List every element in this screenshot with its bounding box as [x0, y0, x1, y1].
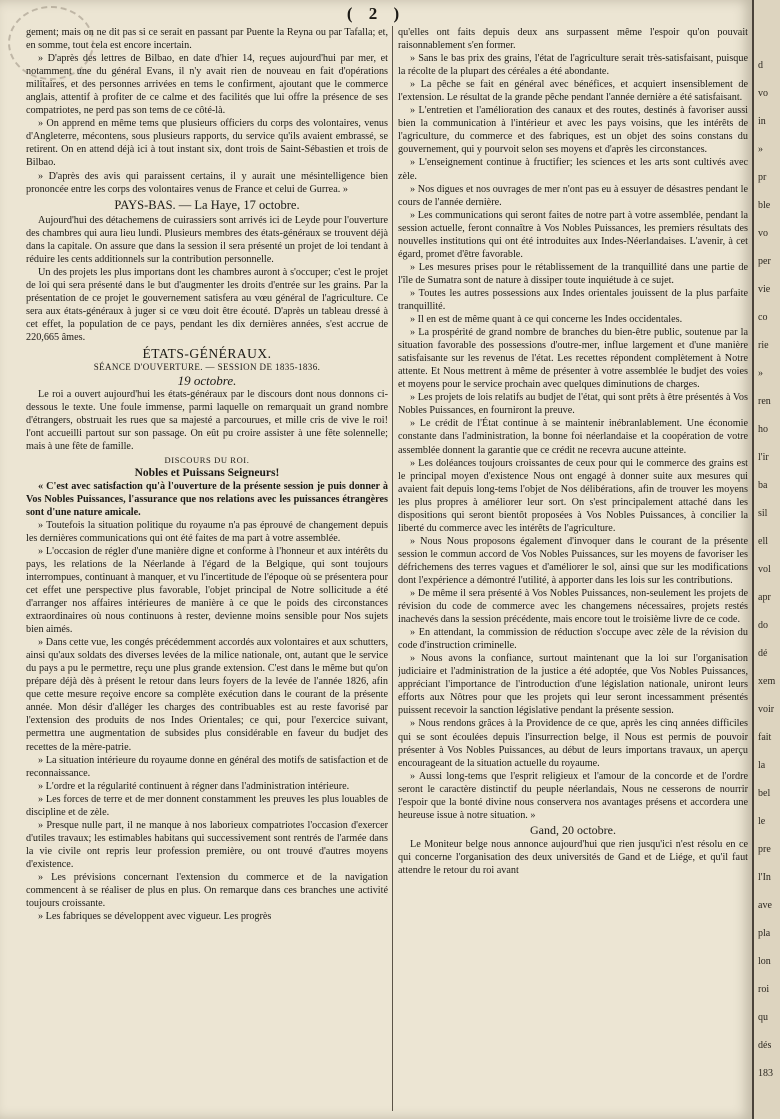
adjacent-page-fragment: apr: [758, 592, 771, 603]
page-number: ( 2 ): [346, 4, 406, 23]
adjacent-page-fragment: rie: [758, 340, 769, 351]
adjacent-page-fragment: per: [758, 256, 771, 267]
paragraph: Un des projets les plus importans dont les chambres auront à s'occuper; c'est le projet de loi qui sera présenté dans le but d'augmenter les droits d'entrée sur les grains. Par la présentation de ce projet le gouvernement satisfera au vœu général de l'agriculture. Ce sera aux états-généraux à juger si ce vœu doit être écouté. D'après un tableau dressé à cet effet, la population de ce pays, pendant les dix dernières années, s'est accrue de 220,665 âmes.: [26, 266, 388, 344]
adjacent-page-edge: [752, 0, 780, 1119]
paragraph: » La pêche se fait en général avec bénéfices, et acquiert insensiblement de l'extension. Le résultat de la grande pêche pendant l'année dernière a été satisfaisant.: [398, 79, 748, 104]
adjacent-page-fragment: co: [758, 312, 768, 323]
adjacent-page-fragment: »: [758, 144, 763, 155]
paragraph: » L'ordre et la régularité continuent à régner dans l'administration intérieure.: [38, 780, 350, 792]
paragraph: Le Moniteur belge nous annonce aujourd'hui que rien jusqu'ici n'est résolu en ce qui concerne l'organisation des deux universités de Gand et de Liége, et qu'il faut attendre le retour du roi avant: [398, 838, 748, 876]
adjacent-page-fragment: l'In: [758, 872, 771, 883]
paragraph: Aujourd'hui des détachemens de cuirassiers sont arrivés ici de Leyde pour l'ouverture des chambres qui aura lieu lundi. Plusieurs membres des états-généraux se trouvent déjà dans la capitale. On assure que dans la session il sera présenté un projet de loi tendant à réduire les cents additionnels sur la contribution personnelle.: [26, 214, 388, 265]
paragraph: » Nous avons la confiance, surtout maintenant que la loi sur l'organisation judiciaire et l'administration de la justice a été adoptée, que Vos Nobles Puissances, appréciant l'importance de l'introduction d'une législation nationale, uniront leurs efforts aux Nôtres pour que les projets qui leur seront incessamment présentés puissent recevoir la sanction législative pendant la présente session.: [398, 653, 748, 717]
paragraph: » En attendant, la commission de réduction s'occupe avec zèle de la révision du code d'instruction criminelle.: [398, 627, 748, 652]
paragraph: » On apprend en même tems que plusieurs officiers du corps des volontaires, venus d'Angleterre, mécontens, sous plusieurs rapports, du service qu'ils avaient embrassé, se retirent. On en attend déjà ici à tout instant six, dont trois de Saint-Sébastien et trois de Bilbao.: [26, 118, 388, 169]
adjacent-page-fragment: »: [758, 368, 763, 379]
paragraph: » D'après des lettres de Bilbao, en date d'hier 14, reçues aujourd'hui par mer, et notamment une du général Evans, il n'y avait rien de nouveau en fait d'opérations militaires, et des personnes arrivées en tems le confirment, ajoutant que le commerce anglais, attentif à profiter de ce calme et des facilités que lui offre la présence de ses compatriotes, ne perd pas son tems de ce côté-là.: [26, 53, 388, 117]
paragraph: » Il en est de même quant à ce qui concerne les Indes occidentales.: [410, 314, 683, 326]
adjacent-page-fragment: vo: [758, 228, 768, 239]
paragraph: » De même il sera présenté à Vos Nobles Puissances, non-seulement les projets de révision du code de commerce avec les changemens nécessaires, projets restés inachevés dans la session précédente, mais encore tout le troisième livre de ce code.: [398, 588, 748, 626]
paragraph: » Sans le bas prix des grains, l'état de l'agriculture serait très-satisfaisant, puisque la récolte de la plupart des céréales a été abondante.: [398, 53, 748, 78]
paragraph: » Les fabriques se développent avec vigueur. Les progrès: [38, 911, 272, 923]
paragraph: » Les prévisions concernant l'extension du commerce et de la navigation commencent à se réaliser de plus en plus. On remarque dans ces branches une activité toujours croissante.: [26, 872, 388, 910]
paragraph: » L'entretien et l'amélioration des canaux et des routes, destinés à favoriser aussi bien la communication à l'intérieur et avec les pays voisins, que les intérêts de l'agriculture, du commerce et des fabriques, est un objet des soins constans du gouvernement, qui y pourvoit selon ses moyens et d'après les circonstances.: [398, 105, 748, 156]
paragraph: Le roi a ouvert aujourd'hui les états-généraux par le discours dont nous donnons ci-dessous le texte. Une foule immense, parmi laquelle on remarquait un grand nombre d'étrangers, obstruait les rues que sa majesté a parcourues, et mille cris de vive le roi! l'ont accueilli partout sur son passage. On eût pu croire assister à une fête solennelle; mais à une fête de famille.: [26, 389, 388, 453]
adjacent-page-fragment: la: [758, 760, 766, 771]
adjacent-page-fragment: ho: [758, 424, 768, 435]
adjacent-page-fragment: l'ir: [758, 452, 769, 463]
paragraph: » D'après des avis qui paraissent certains, il y aurait une mésintelligence bien prononcée entre les corps des volontaires venus de France et celui de Gurrea. »: [26, 170, 388, 195]
adjacent-page-fragment: bel: [758, 788, 771, 799]
adjacent-page-fragment: dé: [758, 648, 768, 659]
paragraph: » La situation intérieure du royaume donne en général des motifs de satisfaction et de reconnaissance.: [26, 754, 388, 779]
adjacent-page-fragment: d: [758, 60, 763, 71]
adjacent-page-fragment: pre: [758, 844, 771, 855]
adjacent-page-fragment: ba: [758, 480, 768, 491]
adjacent-page-fragment: vie: [758, 284, 771, 295]
paragraph: » L'enseignement continue à fructifier; les sciences et les arts sont cultivés avec zèle.: [398, 157, 748, 182]
adjacent-page-fragment: ble: [758, 200, 771, 211]
paragraph: » Toutes les autres possessions aux Indes orientales jouissent de la plus parfaite tranquillité.: [398, 287, 748, 312]
paragraph: » Les forces de terre et de mer donnent constamment les preuves les plus louables de discipline et de zèle.: [26, 793, 388, 818]
paragraph: » Nous rendons grâces à la Providence de ce que, après les cinq années difficiles qui se sont écoulées depuis l'insurrection belge, il Nous est permis de pouvoir présenter à Vos Nobles Puissances, au début de leurs importans travaux, un aperçu encourageant de la situation actuelle du royaume.: [398, 718, 748, 769]
adjacent-page-fragment: roi: [758, 984, 770, 995]
left-column: [26, 26, 388, 1116]
paragraph: gement; mais on ne dit pas si ce serait en passant par Puente la Reyna ou par Tafalla; et, en somme, tout cela est encore incertain.: [26, 27, 388, 52]
adjacent-page-fragment: sil: [758, 508, 768, 519]
adjacent-page-fragment: le: [758, 816, 766, 827]
adjacent-page-fragment: ell: [758, 536, 768, 547]
adjacent-page-fragment: vol: [758, 564, 771, 575]
paragraph: » Les doléances toujours croissantes de ceux pour qui le commerce des grains est le principal moyen d'existence Nous ont engagé à donner suite aux mesures qui avaient fait depuis long-tems l'objet de Nos délibérations, afin de trouver les moyens les plus propres à améliorer leur sort. On s'est principalement attaché dans les dispositions qui seront bientôt proposées à Vos Nobles Puissances, à concilier la liberté du commerce avec les intérêts de l'agriculture.: [398, 457, 748, 534]
paragraph: » Les mesures prises pour le rétablissement de la tranquillité dans une partie de l'île de Sumatra sont de nature à dissiper toute inquiétude à ce sujet.: [398, 261, 748, 286]
paragraph: » Toutefois la situation politique du royaume n'a pas éprouvé de changement depuis les dernières communications qui ont été faites de ma part à votre assemblée.: [26, 519, 388, 544]
adjacent-page-fragment: qu: [758, 1012, 768, 1023]
session-subheading: SÉANCE D'OUVERTURE. — SESSION DE 1835-1836.: [93, 362, 321, 373]
speech-heading: DISCOURS DU ROI.: [164, 454, 250, 465]
session-date: 19 octobre.: [177, 373, 237, 389]
column-divider: [392, 26, 393, 1111]
adjacent-page-fragment: fait: [758, 732, 772, 743]
adjacent-page-fragment: pla: [758, 928, 771, 939]
paragraph: » Dans cette vue, les congés précédemment accordés aux volontaires et aux schutters, ainsi qu'aux soldats des diverses levées de la milice nationale, ont, autant que le service du pays a pu le permettre, reçu une plus grande extension. C'est dans le même but qu'on prépare déjà dès à présent le retour dans leurs foyers de la levée de l'année 1826, afin que cette mesure reçoive encore sa complète exécution dans le courant de la présente année. Mon désir d'alléger les charges des contribuables est au reste favorisé par l'extension des produits de nos Indes Orientales; ce qui, pour l'exercice suivant, permettra une augmentation de subsides plus considérable en faveur du budjet des recettes de la mère-patrie.: [26, 637, 388, 753]
paragraph: « C'est avec satisfaction qu'à l'ouverture de la présente session je puis donner à Vos Nobles Puissances, l'assurance que nos relations avec les puissances étrangères sont d'une nature amicale.: [26, 480, 388, 518]
section-heading-pays-bas: PAYS-BAS. — La Haye, 17 octobre.: [114, 197, 300, 212]
paragraph: » Les projets de lois relatifs au budjet de l'état, qui sont prêts à être présentés à Vos Nobles Puissances, en fourniront la preuve.: [398, 392, 748, 417]
paragraph: » Nos digues et nos ouvrages de mer n'ont pas eu à essuyer de désastres pendant le cours de l'année dernière.: [398, 183, 748, 208]
paragraph: » La prospérité de grand nombre de branches du bien-être public, soutenue par la situation favorable des possessions d'outre-mer, influe largement et d'une manière satisfaisante sur les revenus de l'état. Les recettes répondent complètement à Notre attente. Et Nous mettrent à même de présenter à votre assemblée le budjet des voies et moyens pour le service prochain avec quelques diminutions de charges.: [398, 327, 748, 391]
paragraph: » Aussi long-tems que l'esprit religieux et l'amour de la concorde et de l'ordre seront le caractère distinctif du peuple néerlandais, Nous ne cesserons de nourrir l'espoir que la bonté divine nous conservera nos avantages présens et accordera une heureuse issue à notre situation. »: [398, 770, 748, 821]
paragraph: qu'elles ont faits depuis deux ans surpassent même l'espoir qu'on pouvait raisonnablement s'en former.: [398, 27, 748, 52]
adjacent-page-fragment: in: [758, 116, 766, 127]
paragraph: » Le crédit de l'État continue à se maintenir inébranlablement. Une économie constante dans l'administration, la bonne foi néerlandaise et la coopération de votre assemblée donnent la garantie que ce crédit ne recevra aucune atteinte.: [398, 418, 748, 456]
adjacent-page-fragment: do: [758, 620, 768, 631]
adjacent-page-fragment: voir: [758, 704, 775, 715]
paragraph: » Les communications qui seront faites de notre part à votre assemblée, pendant la session actuelle, feront connaître à Vos Nobles Puissances, les premiers résultats des nouvelles institutions qui ont été introduites aux Indes-Néerlandaises. L'avenir, à cet égard, promet d'être favorable.: [398, 209, 748, 260]
adjacent-page-fragment: 183: [758, 1068, 773, 1079]
adjacent-page-fragment: pr: [758, 172, 767, 183]
paragraph: » Presque nulle part, il ne manque à nos laborieux compatriotes l'occasion d'exercer d'utiles travaux; les estimables habitans qui successivement sont rentrés de l'armée dans la vie civile ont repris leur profession première, ou ont trouvé d'autres moyens d'existence.: [26, 819, 388, 870]
section-heading-etats-generaux: ÉTATS-GÉNÉRAUX.: [142, 346, 272, 362]
adjacent-page-fragment: lon: [758, 956, 771, 967]
adjacent-page-fragment: ave: [758, 900, 772, 911]
adjacent-page-fragment: ren: [758, 396, 771, 407]
speech-salutation: Nobles et Puissans Seigneurs!: [134, 466, 280, 479]
dateline-gand: Gand, 20 octobre.: [530, 822, 616, 837]
adjacent-page-fragment: dés: [758, 1040, 772, 1051]
adjacent-page-fragment: xem: [758, 676, 776, 687]
adjacent-page-fragment: vo: [758, 88, 768, 99]
paragraph: » Nous Nous proposons également d'invoquer dans le courant de la présente session le commun accord de Vos Nobles Puissances, sur les moyens de favoriser les défrichemens des terres vagues et d'améliorer le sol, ainsi que sur les modifications dont l'expérience a démontré l'utilité, à apporter dans les lois sur les contributions.: [398, 535, 748, 586]
paragraph: » L'occasion de régler d'une manière digne et conforme à l'honneur et aux intérêts du pays, les relations de la Néerlande à l'égard de la Belgique, qui sont toujours interrompues, continuant à manquer, et vu l'incertitude de l'époque où se présentera pour cet effet une perspective plus favorable, l'objet principal de Notre sollicitude a été d'arranger nos affaires intérieures de manière à ce que le poids des circonstances extraordinaires où nous continuons à rester, devienne moins sensible pour Nos sujets bien aimés.: [26, 545, 388, 636]
right-column: [398, 26, 748, 1116]
